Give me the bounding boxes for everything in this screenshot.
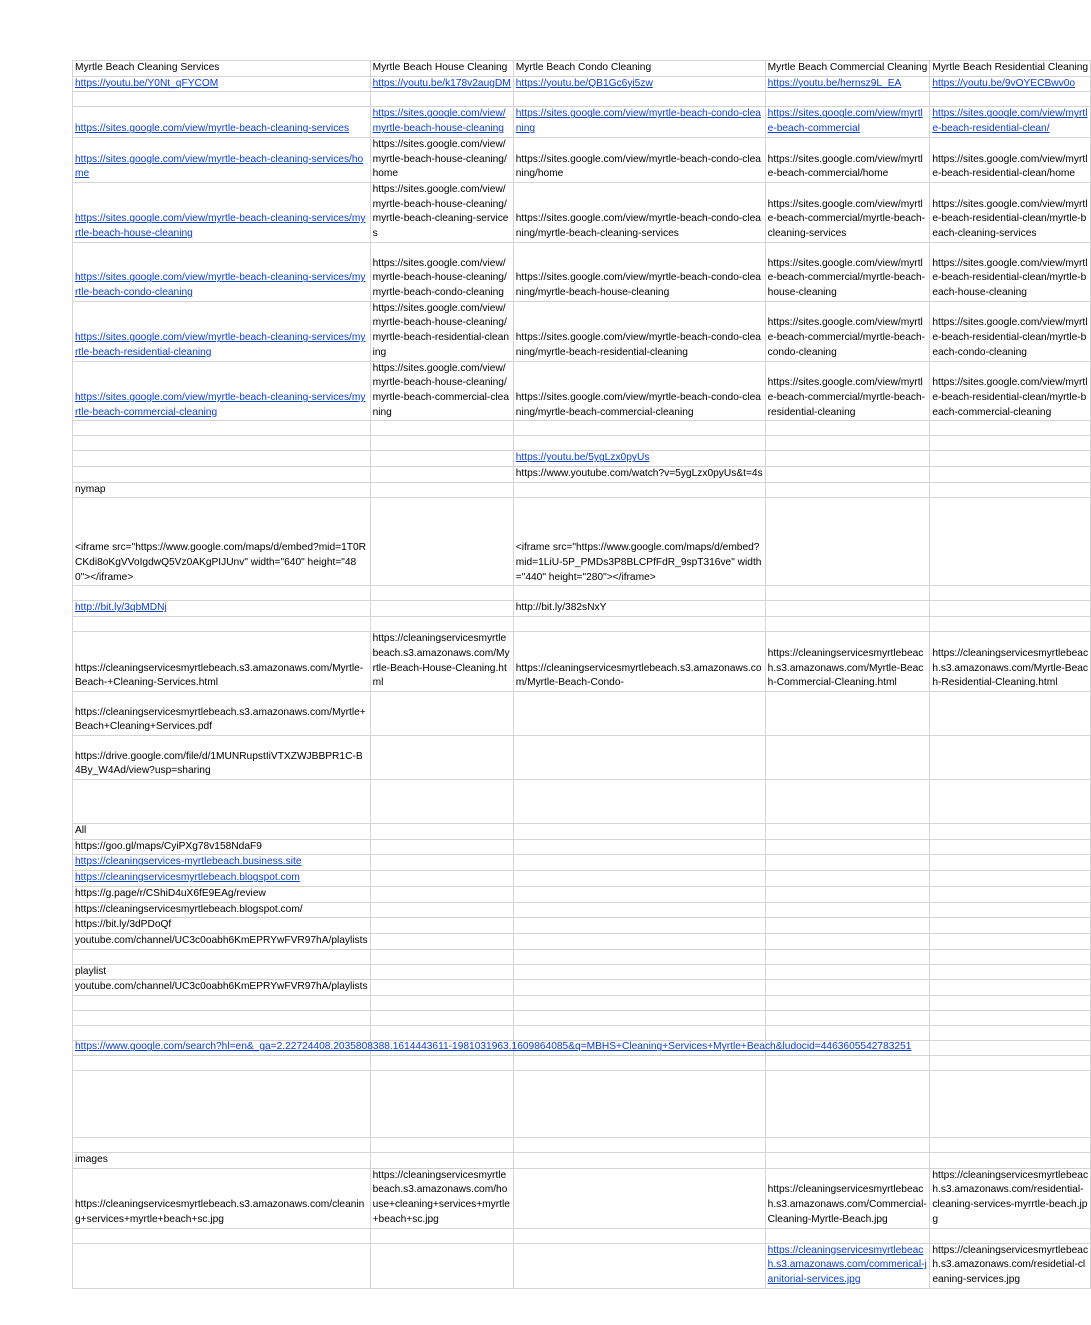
iframe-code: <iframe src="https://www.google.com/maps/d/embed?mid=1T0RCKdi8oKgVVoIgdwQ5Vz0AKgPIJUnv" width="640" height="480"></iframe> bbox=[73, 498, 371, 586]
playlist-url: youtube.com/channel/UC3c0oabh6KmEPRYwFVR97hA/playlists bbox=[73, 980, 371, 996]
header-cell: Myrtle Beach House Cleaning bbox=[370, 61, 513, 77]
sites-url: https://sites.google.com/view/myrtle-beach-condo-cleaning/myrtle-beach-house-cleaning bbox=[513, 242, 765, 301]
sites-url: https://sites.google.com/view/myrtle-beach-house-cleaning/myrtle-beach-condo-cleaning bbox=[370, 242, 513, 301]
header-cell: Myrtle Beach Commercial Cleaning bbox=[765, 61, 930, 77]
sites-link[interactable]: https://sites.google.com/view/myrtle-beach-cleaning-services/myrtle-beach-condo-cleaning bbox=[75, 272, 366, 299]
image-link[interactable]: https://cleaningservicesmyrtlebeach.s3.amazonaws.com/commerical-janitorial-services.jpg bbox=[767, 1244, 927, 1285]
list-item-link[interactable]: https://cleaningservicesmyrtlebeach.blogspot.com bbox=[75, 872, 300, 884]
sites-link[interactable]: https://sites.google.com/view/myrtle-beach-cleaning-services/home bbox=[75, 153, 364, 180]
google-search-link[interactable]: https://www.google.com/search?hl=en&_ga=2.22724408.2035808388.1614443611-1981031963.1609864085&q=MBHS+Cleaning+Services+Myrtle+Beach&ludocid=4463605542783251 bbox=[75, 1041, 912, 1053]
sites-link[interactable]: https://sites.google.com/view/myrtle-beach-condo-cleaning bbox=[515, 108, 761, 135]
video-url: https://www.youtube.com/watch?v=5ygLzx0pyUs&t=4s bbox=[513, 467, 765, 483]
playlist-label: playlist bbox=[73, 964, 371, 980]
nymap-label: nymap bbox=[73, 482, 371, 498]
sites-url: https://sites.google.com/view/myrtle-beach-house-cleaning/myrtle-beach-residential-cleaning bbox=[370, 301, 513, 361]
youtube-link[interactable]: https://youtu.be/9vOYECBwv0o bbox=[932, 77, 1076, 89]
iframe-code: <iframe src="https://www.google.com/maps/d/embed?mid=1LiU-5P_PMDs3P8BLCPfFdR_9spT316ve" width="440" height="280"></iframe> bbox=[513, 498, 765, 586]
youtube-link[interactable]: https://youtu.be/Y0Nt_qFYCOM bbox=[75, 77, 219, 89]
image-url: https://cleaningservicesmyrtlebeach.s3.amazonaws.com/residential-cleaning-services-myrrtle-beach.jpg bbox=[930, 1168, 1091, 1228]
bitly-url: http://bit.ly/382sNxY bbox=[513, 601, 765, 617]
sites-url: https://sites.google.com/view/myrtle-beach-house-cleaning/myrtle-beach-cleaning-services bbox=[370, 182, 513, 242]
images-label: images bbox=[73, 1153, 371, 1169]
header-cell: Myrtle Beach Cleaning Services bbox=[73, 61, 371, 77]
image-url: https://cleaningservicesmyrtlebeach.s3.amazonaws.com/house+cleaning+services+myrtle+beach+sc.jpg bbox=[370, 1168, 513, 1228]
image-url: https://cleaningservicesmyrtlebeach.s3.amazonaws.com/residetial-cleaning-services.jpg bbox=[930, 1243, 1091, 1288]
video-link[interactable]: https://youtu.be/5ygLzx0pyUs bbox=[515, 452, 650, 464]
youtube-link[interactable]: https://youtu.be/k178v2augDM bbox=[372, 77, 511, 89]
list-item: youtube.com/channel/UC3c0oabh6KmEPRYwFVR97hA/playlists bbox=[73, 933, 371, 949]
sites-url: https://sites.google.com/view/myrtle-beach-residential-clean/myrtle-beach-cleaning-services bbox=[930, 182, 1091, 242]
sites-url: https://sites.google.com/view/myrtle-beach-residential-clean/myrtle-beach-condo-cleaning bbox=[930, 301, 1091, 361]
sites-url: https://sites.google.com/view/myrtle-beach-condo-cleaning/home bbox=[513, 137, 765, 182]
s3-url: https://cleaningservicesmyrtlebeach.s3.amazonaws.com/Myrtle-Beach-House-Cleaning.html bbox=[370, 632, 513, 692]
image-url: https://cleaningservicesmyrtlebeach.s3.amazonaws.com/Commercial-Cleaning-Myrtle-Beach.jpg bbox=[765, 1168, 930, 1228]
sites-url: https://sites.google.com/view/myrtle-beach-residential-clean/myrtle-beach-commercial-cleaning bbox=[930, 361, 1091, 421]
list-item-link[interactable]: https://cleaningservices-myrtlebeach.business.site bbox=[75, 856, 302, 868]
sites-link[interactable]: https://sites.google.com/view/myrtle-beach-residential-clean/ bbox=[932, 108, 1088, 135]
sites-url: https://sites.google.com/view/myrtle-beach-condo-cleaning/myrtle-beach-residential-cleaning bbox=[513, 301, 765, 361]
drive-url: https://drive.google.com/file/d/1MUNRupstIiVTXZWJBBPR1C-B4By_W4Ad/view?usp=sharing bbox=[73, 735, 371, 779]
youtube-link[interactable]: https://youtu.be/hernsz9L_EA bbox=[767, 77, 902, 89]
list-item: https://bit.ly/3dPDoQf bbox=[73, 918, 371, 934]
list-item: https://cleaningservicesmyrtlebeach.blogspot.com/ bbox=[73, 902, 371, 918]
image-url: https://cleaningservicesmyrtlebeach.s3.amazonaws.com/cleaning+services+myrtle+beach+sc.jpg bbox=[73, 1168, 371, 1228]
header-cell: Myrtle Beach Condo Cleaning bbox=[513, 61, 765, 77]
sites-url: https://sites.google.com/view/myrtle-beach-condo-cleaning/myrtle-beach-commercial-cleaning bbox=[513, 361, 765, 421]
sites-url: https://sites.google.com/view/myrtle-beach-residential-clean/home bbox=[930, 137, 1091, 182]
s3-url: https://cleaningservicesmyrtlebeach.s3.amazonaws.com/Myrtle-Beach-Condo- bbox=[513, 632, 765, 692]
sites-url: https://sites.google.com/view/myrtle-beach-commercial/myrtle-beach-condo-cleaning bbox=[765, 301, 930, 361]
sites-link[interactable]: https://sites.google.com/view/myrtle-beach-cleaning-services/myrtle-beach-commercial-cleaning bbox=[75, 391, 366, 418]
sites-url: https://sites.google.com/view/myrtle-beach-house-cleaning/myrtle-beach-commercial-cleaning bbox=[370, 361, 513, 421]
s3-url: https://cleaningservicesmyrtlebeach.s3.amazonaws.com/Myrtle-Beach-Commercial-Cleaning.html bbox=[765, 632, 930, 692]
sites-link[interactable]: https://sites.google.com/view/myrtle-beach-cleaning-services bbox=[75, 123, 350, 135]
sites-link[interactable]: https://sites.google.com/view/myrtle-beach-cleaning-services/myrtle-beach-house-cleaning bbox=[75, 213, 366, 240]
sites-url: https://sites.google.com/view/myrtle-beach-commercial/myrtle-beach-cleaning-services bbox=[765, 182, 930, 242]
s3-url: https://cleaningservicesmyrtlebeach.s3.amazonaws.com/Myrtle-Beach-Residential-Cleaning.html bbox=[930, 632, 1091, 692]
sites-url: https://sites.google.com/view/myrtle-beach-house-cleaning/home bbox=[370, 137, 513, 182]
sites-url: https://sites.google.com/view/myrtle-beach-residential-clean/myrtle-beach-house-cleaning bbox=[930, 242, 1091, 301]
youtube-link[interactable]: https://youtu.be/QB1Gc6yi5zw bbox=[515, 77, 653, 89]
sites-url: https://sites.google.com/view/myrtle-beach-commercial/myrtle-beach-house-cleaning bbox=[765, 242, 930, 301]
list-item: https://g.page/r/CShiD4uX6fE9EAg/review bbox=[73, 886, 371, 902]
s3-pdf-url: https://cleaningservicesmyrtlebeach.s3.amazonaws.com/Myrtle+Beach+Cleaning+Services.pdf bbox=[73, 691, 371, 735]
s3-url: https://cleaningservicesmyrtlebeach.s3.amazonaws.com/Myrtle-Beach-+Cleaning-Services.html bbox=[73, 632, 371, 692]
bitly-link[interactable]: http://bit.ly/3qbMDNj bbox=[75, 602, 167, 614]
sites-url: https://sites.google.com/view/myrtle-beach-condo-cleaning/myrtle-beach-cleaning-services bbox=[513, 182, 765, 242]
sites-link[interactable]: https://sites.google.com/view/myrtle-beach-cleaning-services/myrtle-beach-residential-cleaning bbox=[75, 332, 366, 358]
sites-url: https://sites.google.com/view/myrtle-beach-commercial/home bbox=[765, 137, 930, 182]
sites-link[interactable]: https://sites.google.com/view/myrtle-beach-commercial bbox=[767, 108, 923, 135]
sites-url: https://sites.google.com/view/myrtle-beach-commercial/myrtle-beach-residential-cleaning bbox=[765, 361, 930, 421]
spreadsheet bbox=[72, 60, 1091, 1289]
all-label: All bbox=[73, 823, 371, 839]
sites-link[interactable]: https://sites.google.com/view/myrtle-beach-house-cleaning bbox=[372, 108, 506, 135]
header-cell: Myrtle Beach Residential Cleaning bbox=[930, 61, 1091, 77]
list-item: https://goo.gl/maps/CyiPXg78v158NdaF9 bbox=[73, 839, 371, 855]
